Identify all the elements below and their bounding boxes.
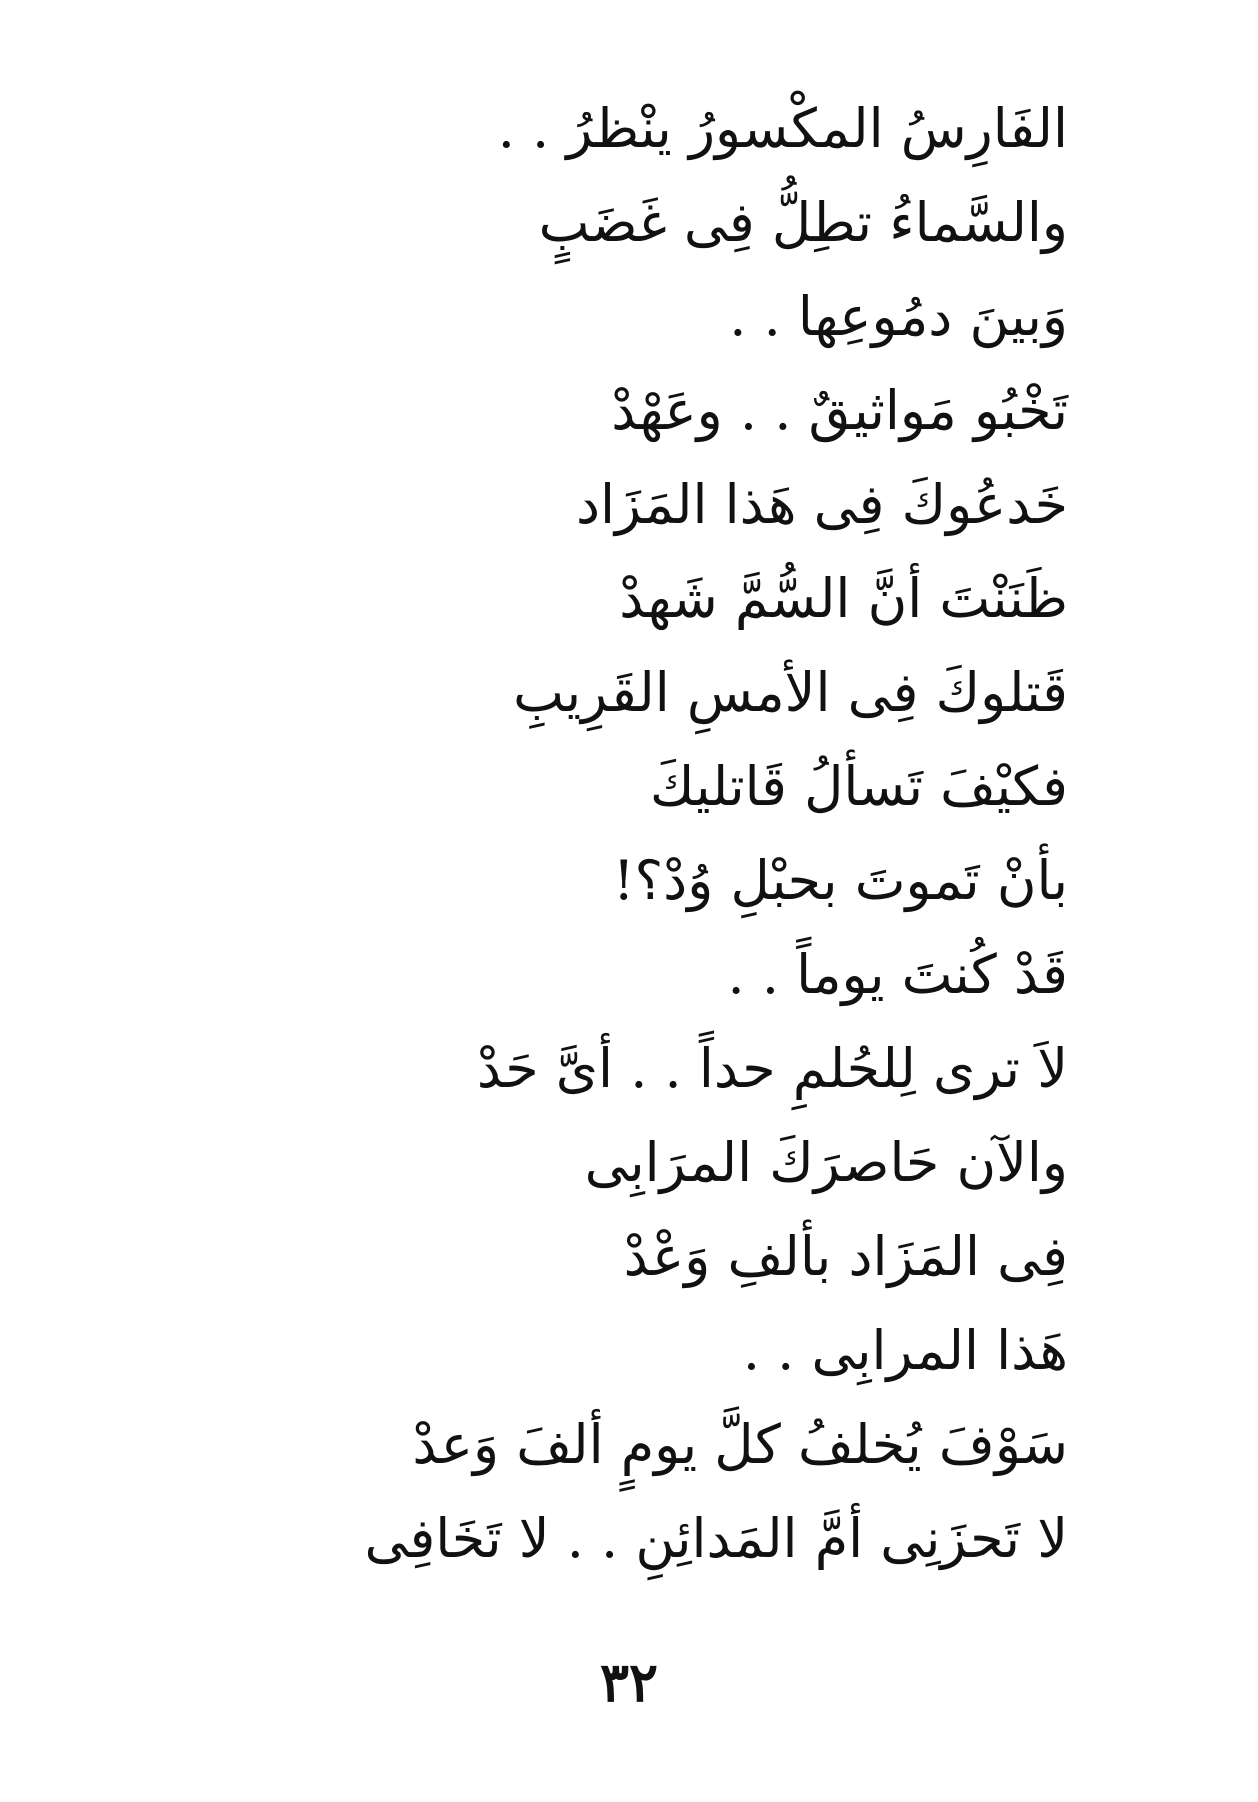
poem-line: والسَّماءُ تطِلُّ فِى غَضَبٍ	[538, 191, 1068, 254]
poem-line: ظَنَنْتَ أنَّ السُّمَّ شَهدْ	[619, 567, 1068, 630]
poem-line: خَدعُوكَ فِى هَذا المَزَاد	[575, 473, 1068, 536]
page-number: ٣٢	[599, 1650, 658, 1714]
poem-text	[168, 82, 1068, 1586]
poem-line: سَوْفَ يُخلفُ كلَّ يومٍ ألفَ وَعدْ	[412, 1413, 1068, 1476]
poem-line: تَخْبُو مَواثيقٌ . . وعَهْدْ	[611, 379, 1068, 442]
poem-line: لا تَحزَنِى أمَّ المَدائِنِ . . لا تَخَافِى	[364, 1507, 1068, 1570]
poem-line: بأنْ تَموتَ بحبْلِ وُدْ؟!	[612, 849, 1068, 912]
poem-line: قَتلوكَ فِى الأمسِ القَرِيبِ	[513, 661, 1068, 724]
poem-line: لاَ ترى لِلحُلمِ حداً . . أىَّ حَدْ	[476, 1037, 1068, 1100]
poem-line: هَذا المرابِى . .	[742, 1319, 1068, 1382]
poem-line: الفَارِسُ المكْسورُ ينْظرُ . .	[497, 97, 1068, 160]
poem-line: والآن حَاصرَكَ المرَابِى	[584, 1131, 1068, 1194]
poem-line: قَدْ كُنتَ يوماً . .	[727, 943, 1068, 1006]
poem-line: فكيْفَ تَسألُ قَاتليكَ	[649, 755, 1068, 818]
poem-line: فِى المَزَاد بألفِ وَعْدْ	[623, 1225, 1068, 1288]
poem-line: وَبينَ دمُوعِها . .	[729, 285, 1068, 348]
